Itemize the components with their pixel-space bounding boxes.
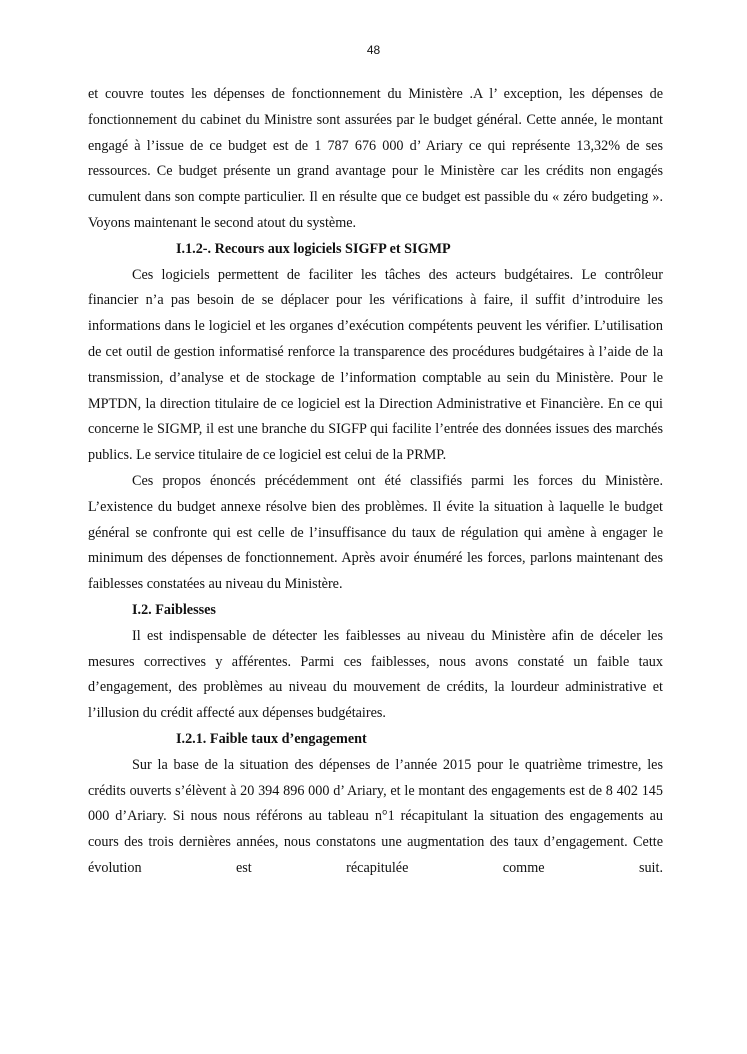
page-number: 48 (366, 43, 381, 57)
engagement-paragraph: Sur la base de la situation des dépenses de l’année 2015 pour le quatrième trimestre, les crédits ouverts s’élèvent à 20 394 896 000 d’ Ariary, et le montant des engagements est de 8 402 145 000 d’Ariary. Si nous nous référons au tableau n°1 récapitulant la situation des engagements au cours des trois dernières années, nous constatons une augmentation des taux d’engagement. Cette évolution est récapitulée comme suit. (88, 756, 663, 876)
logiciels-paragraph: Ces logiciels permettent de faciliter les tâches des acteurs budgétaires. Le contrôleur financier n’a pas besoin de se déplacer pour les vérifications à faire, il suffit d’introduire les informations dans le logiciel et les organes d’exécution compétents peuvent les vérifier. L’utilisation de cet outil de gestion informatisé renforce la transparence des procédures budgétaires à l’aide de la transmission, d’analyse et de stockage de l’information comptable au sein du Ministère. Pour le MPTDN, la direction titulaire de ce logiciel est la Direction Administrative et Financière. En ce qui concerne le SIGMP, il est une branche du SIGFP qui facilite l’entrée des données issues des marchés publics. Le service titulaire de ce logiciel est celui de la PRMP. (88, 266, 663, 464)
forces-summary-paragraph: Ces propos énoncés précédemment ont été classifiés parmi les forces du Ministère. L’existence du budget annexe résolve bien des problèmes. Il évite la situation à laquelle le budget général se confronte qui est celle de l’insuffisance du taux de régulation qui amène à engager le minimum des dépenses de fonctionnement. Après avoir énuméré les forces, parlons maintenant des faiblesses constatées au niveau du Ministère. (88, 472, 663, 593)
section-heading-sigfp-sigmp: I.1.2-. Recours aux logiciels SIGFP et SIGMP (176, 240, 451, 257)
faiblesses-paragraph: Il est indispensable de détecter les faiblesses au niveau du Ministère afin de déceler les mesures correctives y afférentes. Parmi ces faiblesses, nous avons constaté un faible taux d’engagement, des problèmes au niveau du mouvement de crédits, la lourdeur administrative et l’illusion du crédit affecté aux dépenses budgétaires. (88, 627, 663, 722)
section-heading-faiblesses: I.2. Faiblesses (132, 601, 216, 618)
document-body (88, 82, 663, 882)
section-heading-faible-taux: I.2.1. Faible taux d’engagement (176, 730, 367, 747)
intro-paragraph: et couvre toutes les dépenses de fonctionnement du Ministère .A l’ exception, les dépenses de fonctionnement du cabinet du Ministre sont assurées par le budget général. Cette année, le montant engagé à l’issue de ce budget est de 1 787 676 000 d’ Ariary ce qui représente 13,32% de ses ressources. Ce budget présente un grand avantage pour le Ministère car les crédits non engagés cumulent dans son compte particulier. Il en résulte que ce budget est passible du « zéro budgeting ». Voyons maintenant le second atout du système. (88, 86, 663, 231)
